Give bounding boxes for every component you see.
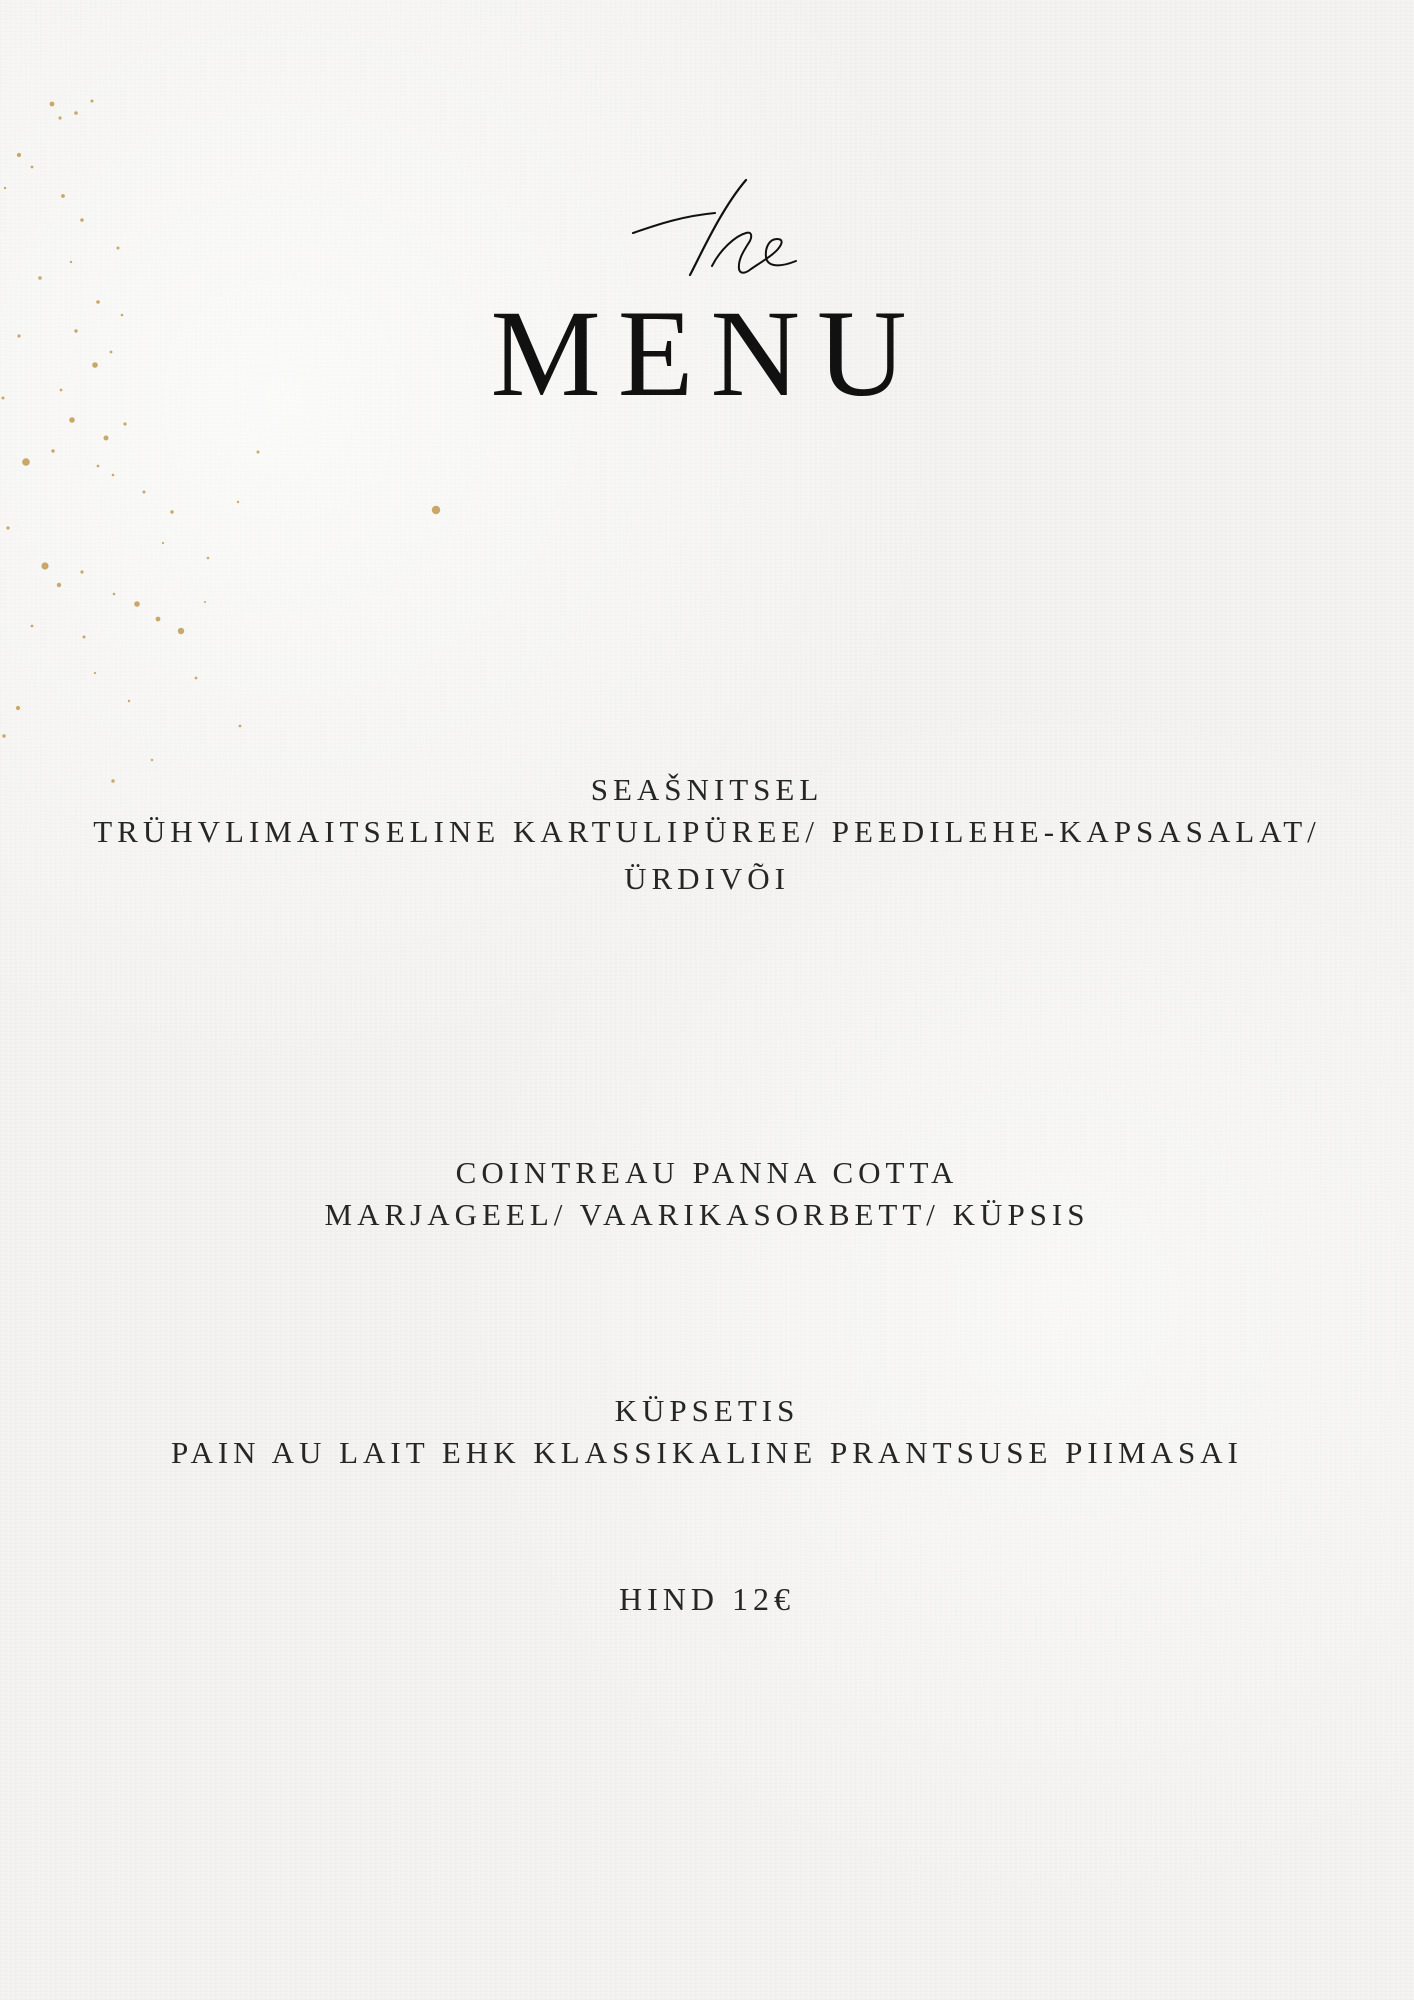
menu-item-description-line: ÜRDIVÕI xyxy=(624,860,790,896)
script-title-graphic xyxy=(625,168,800,298)
menu-section-3 xyxy=(0,1393,1414,1476)
menu-item-title: KÜPSETIS xyxy=(614,1393,800,1428)
page-title: MENU xyxy=(490,285,924,422)
menu-item-description-line: TRÜHVLIMAITSELINE KARTULIPÜREE/ PEEDILEHE-KAPSASALAT/ xyxy=(93,813,1321,849)
menu-item-description-line: PAIN AU LAIT EHK KLASSIKALINE PRANTSUSE PIIMASAI xyxy=(171,1434,1243,1470)
menu-item-title: COINTREAU PANNA COTTA xyxy=(455,1155,959,1190)
menu-item-description-line: MARJAGEEL/ VAARIKASORBETT/ KÜPSIS xyxy=(324,1196,1090,1232)
price-text: HIND 12€ xyxy=(619,1581,795,1617)
price-section xyxy=(0,1582,1414,1617)
menu-item-title: SEAŠNITSEL xyxy=(590,772,824,807)
menu-section-1 xyxy=(0,772,1414,902)
menu-section-2 xyxy=(0,1155,1414,1238)
